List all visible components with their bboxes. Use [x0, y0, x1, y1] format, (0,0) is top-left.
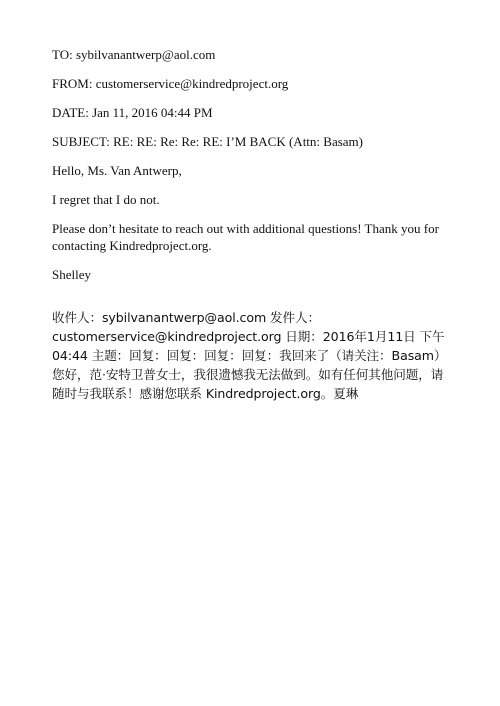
email-message — [52, 46, 452, 283]
email-body-paragraph-2: Please don’t hesitate to reach out with additional questions! Thank you for contacting Kindredproject.org. — [52, 221, 439, 253]
email-date-line: DATE: Jan 11, 2016 04:44 PM — [52, 105, 213, 120]
email-greeting: Hello, Ms. Van Antwerp, — [52, 163, 182, 178]
email-from-line: FROM: customerservice@kindredproject.org — [52, 76, 289, 91]
chinese-translation-paragraph: 收件人：sybilvanantwerp@aol.com 发件人：customerservice@kindredproject.org 日期：2016年1月11日 下午04:44 主题：回复：回复：回复：回复：我回来了（请关注：Basam）您好，范·安特卫普女士，我很遗憾我无法做到。如有任何其他问题，请随时与我联系！感谢您联系 Kindredproject.org。夏琳 — [52, 310, 447, 401]
email-signature: Shelley — [52, 267, 91, 282]
email-to-line: TO: sybilvanantwerp@aol.com — [52, 47, 216, 62]
email-subject-line: SUBJECT: RE: RE: Re: Re: RE: I’M BACK (Attn: Basam) — [52, 134, 363, 149]
email-body-paragraph-1: I regret that I do not. — [52, 192, 160, 207]
